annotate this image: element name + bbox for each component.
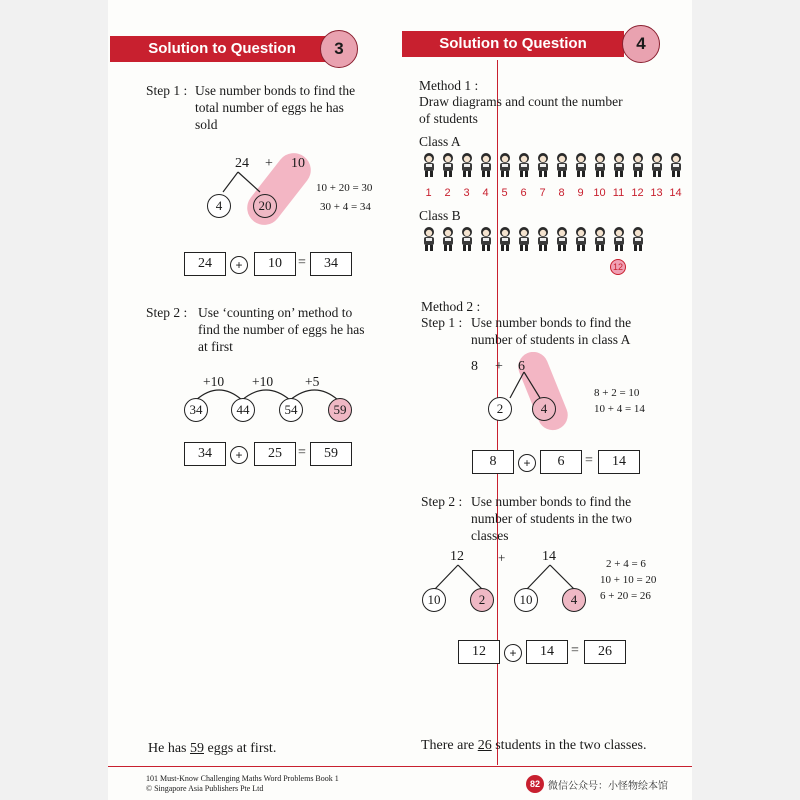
- class-a-label: Class A: [419, 134, 461, 149]
- class-b-student-icon: [535, 226, 551, 252]
- left-eq2-op: +: [230, 446, 248, 464]
- class-a-number: 3: [463, 187, 470, 199]
- class-a-number: 10: [593, 187, 606, 199]
- right-eq2-equals: =: [571, 643, 579, 658]
- right-eq2-op: +: [504, 644, 522, 662]
- class-a-number: 12: [631, 187, 644, 199]
- left-eq1-op: +: [230, 256, 248, 274]
- class-a-students: [421, 152, 687, 183]
- class-a-student-icon: [516, 152, 532, 178]
- class-a-student-icon: [668, 152, 684, 178]
- right-bond2-leaf-2: 2: [470, 588, 494, 612]
- class-a-student-icon: [459, 152, 475, 178]
- class-a-number: 1: [425, 187, 432, 199]
- right-answer-value: 26: [477, 738, 492, 753]
- right-eq2-result: 26: [584, 640, 626, 664]
- class-b-student-icon: [421, 226, 437, 252]
- left-step2-line-1: Use ‘counting on’ method to: [198, 305, 353, 320]
- left-answer-prefix: He has: [148, 741, 190, 756]
- right-bond2-plus: +: [498, 550, 506, 565]
- left-step1-line-1: Use number bonds to find the: [195, 83, 356, 98]
- class-a-number: 2: [444, 187, 451, 199]
- left-step2-line-3: at first: [198, 339, 233, 354]
- footer-rule: [108, 766, 692, 767]
- right-step1-label: Step 1 :: [421, 315, 463, 330]
- method1-line-1: Draw diagrams and count the number: [419, 94, 623, 109]
- method2-title: Method 2 :: [421, 299, 481, 314]
- left-bond1-leaf-right: 20: [253, 194, 277, 218]
- class-b-label: Class B: [419, 208, 461, 223]
- right-bond2-right-top: 14: [542, 549, 556, 564]
- question-4-badge: 4: [622, 25, 660, 63]
- right-bond2-leaf-3: 10: [514, 588, 538, 612]
- left-bond1-top-left: 24: [235, 156, 249, 171]
- right-eq1-result: 14: [598, 450, 640, 474]
- right-eq1-b: 6: [540, 450, 582, 474]
- class-a-number: 4: [482, 187, 489, 199]
- left-eq2-b: 25: [254, 442, 296, 466]
- right-bond2-work-2: 10 + 10 = 20: [600, 574, 657, 586]
- right-bond1-work-2: 10 + 4 = 14: [594, 403, 645, 415]
- class-b-students: [421, 226, 649, 257]
- class-b-student-icon: [592, 226, 608, 252]
- right-answer-prefix: There are: [421, 738, 478, 753]
- class-a-student-icon: [554, 152, 570, 178]
- right-bond2-work-1: 2 + 4 = 6: [606, 558, 646, 570]
- left-step1-label: Step 1 :: [146, 83, 188, 98]
- class-a-number: 14: [669, 187, 682, 199]
- class-a-student-icon: [440, 152, 456, 178]
- right-eq2-b: 14: [526, 640, 568, 664]
- class-b-student-icon: [440, 226, 456, 252]
- left-eq2-equals: =: [298, 445, 306, 460]
- right-answer-suffix: students in the two classes.: [491, 738, 647, 753]
- right-bond2-work-3: 6 + 20 = 26: [600, 590, 651, 602]
- workbook-page: [108, 0, 692, 800]
- class-b-student-icon: [554, 226, 570, 252]
- class-b-student-icon: [516, 226, 532, 252]
- class-b-student-icon: [497, 226, 513, 252]
- right-eq2-a: 12: [458, 640, 500, 664]
- left-bond1-work-1: 10 + 20 = 30: [316, 182, 373, 194]
- right-step2-label: Step 2 :: [421, 494, 463, 509]
- right-bond1-leaf-left: 2: [488, 397, 512, 421]
- right-bond1-top-right: 6: [518, 359, 525, 374]
- left-answer-value: 59: [190, 741, 204, 756]
- right-answer: [421, 737, 647, 754]
- method1-line-2: of students: [419, 111, 478, 126]
- right-bond1-top-left: 8: [471, 359, 478, 374]
- right-eq1-equals: =: [585, 453, 593, 468]
- class-b-student-icon: [478, 226, 494, 252]
- right-step1-line-2: number of students in class A: [471, 332, 631, 347]
- left-solution-banner: [110, 36, 334, 62]
- right-bond2-left-top: 12: [450, 549, 464, 564]
- count-value-1: 34: [184, 398, 208, 422]
- count-value-4: 59: [328, 398, 352, 422]
- class-a-number: 11: [612, 187, 625, 199]
- right-eq1-op: +: [518, 454, 536, 472]
- count-value-2: 44: [231, 398, 255, 422]
- left-eq1-a: 24: [184, 252, 226, 276]
- left-step1-line-2: total number of eggs he has: [195, 100, 344, 115]
- left-bond1-plus: +: [265, 156, 273, 171]
- left-eq2-result: 59: [310, 442, 352, 466]
- right-eq1-a: 8: [472, 450, 514, 474]
- right-bond1-plus: +: [495, 359, 503, 374]
- class-b-student-icon: [611, 226, 627, 252]
- class-b-student-icon: [630, 226, 646, 252]
- right-bond1-work-1: 8 + 2 = 10: [594, 387, 640, 399]
- left-bond1-leaf-left: 4: [207, 194, 231, 218]
- class-a-student-icon: [649, 152, 665, 178]
- count-value-3: 54: [279, 398, 303, 422]
- class-a-student-icon: [611, 152, 627, 178]
- hop-label-3: +5: [305, 374, 320, 389]
- left-eq1-b: 10: [254, 252, 296, 276]
- class-a-student-icon: [630, 152, 646, 178]
- left-eq1-equals: =: [298, 255, 306, 270]
- right-banner-title: Solution to Question: [439, 35, 587, 52]
- right-step2-line-1: Use number bonds to find the: [471, 494, 632, 509]
- class-a-number: 5: [501, 187, 508, 199]
- footer-book-title: 101 Must-Know Challenging Maths Word Problems Book 1: [146, 774, 339, 783]
- right-solution-banner: [402, 31, 624, 57]
- wechat-watermark: 微信公众号：小怪物绘本馆: [548, 781, 668, 792]
- class-a-number: 7: [539, 187, 546, 199]
- class-a-student-icon: [478, 152, 494, 178]
- left-step2-line-2: find the number of eggs he has: [198, 322, 365, 337]
- right-step2-line-3: classes: [471, 528, 509, 543]
- class-a-student-icon: [535, 152, 551, 178]
- left-step2-label: Step 2 :: [146, 305, 188, 320]
- class-a-numbers: [419, 183, 685, 201]
- left-eq1-result: 34: [310, 252, 352, 276]
- class-a-student-icon: [573, 152, 589, 178]
- right-bond2-leaf-1: 10: [422, 588, 446, 612]
- hop-label-2: +10: [252, 374, 274, 389]
- left-step1-line-3: sold: [195, 117, 218, 132]
- class-a-number: 6: [520, 187, 527, 199]
- class-a-student-icon: [421, 152, 437, 178]
- footer-publisher: © Singapore Asia Publishers Pte Ltd: [146, 784, 264, 793]
- question-3-badge: 3: [320, 30, 358, 68]
- class-a-number: 9: [577, 187, 584, 199]
- class-a-student-icon: [497, 152, 513, 178]
- left-bond1-top-right: 10: [291, 156, 305, 171]
- class-b-student-icon: [459, 226, 475, 252]
- right-step2-line-2: number of students in the two: [471, 511, 632, 526]
- class-a-number: 8: [558, 187, 565, 199]
- left-eq2-a: 34: [184, 442, 226, 466]
- right-step1-line-1: Use number bonds to find the: [471, 315, 632, 330]
- page-number-badge: 82: [526, 775, 544, 793]
- method1-title: Method 1 :: [419, 78, 479, 93]
- hop-label-1: +10: [203, 374, 225, 389]
- class-b-student-icon: [573, 226, 589, 252]
- left-banner-title: Solution to Question: [148, 40, 296, 57]
- class-a-student-icon: [592, 152, 608, 178]
- class-b-count-badge: 12: [610, 259, 626, 275]
- left-bond1-work-2: 30 + 4 = 34: [320, 201, 371, 213]
- left-answer-suffix: eggs at first.: [204, 741, 277, 756]
- right-bond2-leaf-4: 4: [562, 588, 586, 612]
- class-a-number: 13: [650, 187, 663, 199]
- right-bond1-leaf-right: 4: [532, 397, 556, 421]
- left-answer: [148, 740, 276, 757]
